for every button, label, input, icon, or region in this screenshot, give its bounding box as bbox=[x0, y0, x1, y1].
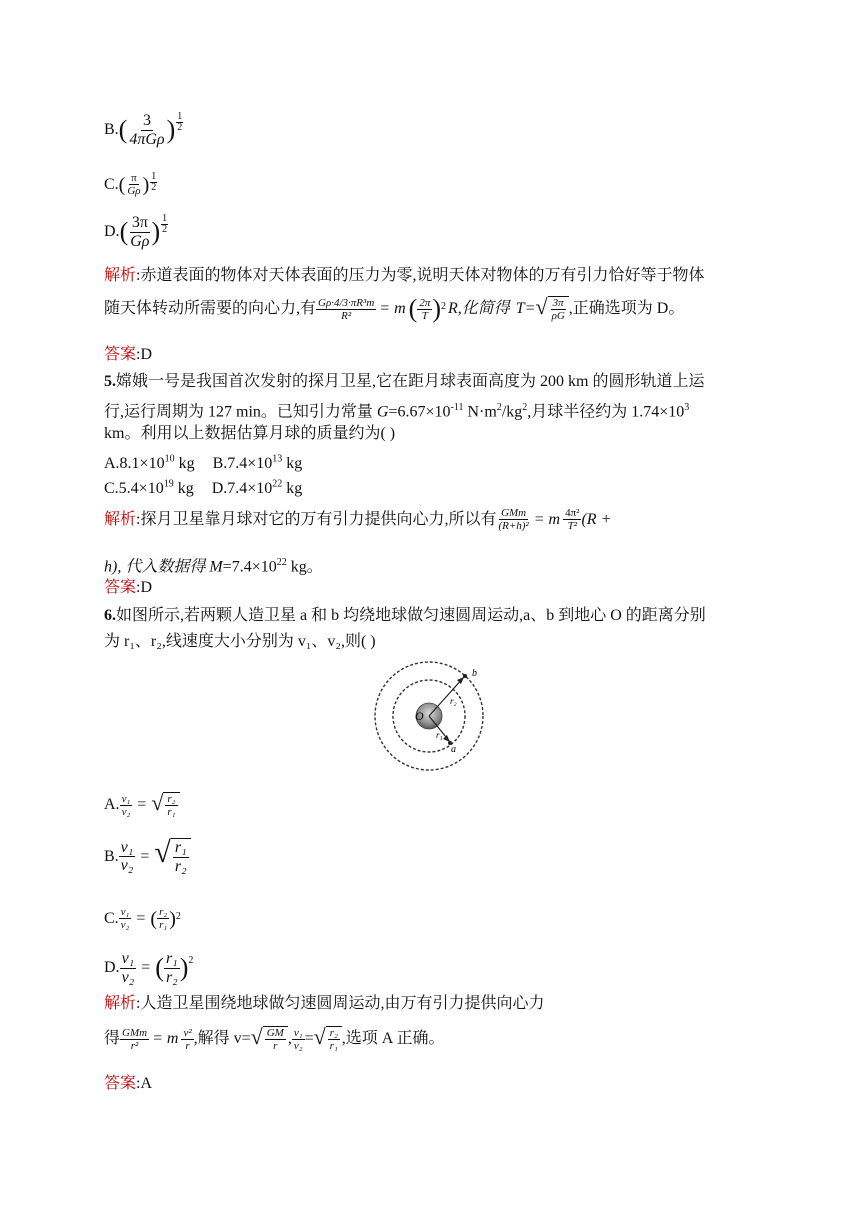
equals-sign: = bbox=[137, 796, 147, 814]
q5-stem-line1 bbox=[104, 371, 704, 393]
denominator: T² bbox=[567, 520, 577, 533]
satellite-b bbox=[463, 674, 467, 678]
equals-m: = m bbox=[379, 300, 406, 318]
rhs-fraction bbox=[164, 950, 180, 986]
denominator: r₂ bbox=[165, 968, 178, 986]
denominator: ρG bbox=[551, 310, 565, 323]
question-text: =6.67×10 bbox=[388, 403, 451, 421]
equals-sign: = bbox=[141, 959, 151, 977]
numerator: 3π bbox=[552, 297, 564, 309]
radical-sign: √ bbox=[313, 1024, 326, 1049]
question-text: 行,运行周期为 127 min。已知引力常量 bbox=[104, 403, 377, 421]
exponent: 13 bbox=[272, 454, 283, 465]
formula-rhs bbox=[181, 1027, 193, 1052]
q6-option-c bbox=[104, 906, 181, 931]
unit: kg bbox=[282, 455, 303, 473]
option-text: B.7.4×10 bbox=[212, 455, 273, 473]
denominator: v₂ bbox=[121, 805, 131, 818]
paren-open: ( bbox=[118, 173, 126, 196]
paren-open: ( bbox=[119, 217, 129, 247]
option-text: A.8.1×10 bbox=[104, 455, 165, 473]
paren-close: ) bbox=[179, 953, 189, 983]
q6-analysis-line2 bbox=[104, 1026, 444, 1052]
question-number: 5. bbox=[104, 373, 116, 390]
q6-answer bbox=[104, 1073, 152, 1095]
paren-close: ) bbox=[166, 115, 176, 145]
analysis-text: (R + bbox=[581, 510, 612, 528]
q6-stem-line2 bbox=[104, 631, 376, 653]
denominator: r bbox=[273, 1040, 278, 1053]
answer-tag: 答案 bbox=[104, 1075, 137, 1092]
exp-denominator: 2 bbox=[177, 122, 183, 133]
option-label: C. bbox=[104, 175, 119, 193]
analysis-text: :赤道表面的物体对天体表面的压力为零,说明天体对物体的万有引力恰好等于物体 bbox=[136, 267, 705, 284]
radical-sign: √ bbox=[535, 294, 548, 319]
q5-options-row2 bbox=[104, 474, 302, 500]
denominator: Gρ bbox=[130, 232, 150, 250]
option-label: C. bbox=[104, 909, 119, 927]
numerator: r₂ bbox=[329, 1027, 338, 1039]
denominator: Gρ bbox=[127, 185, 141, 198]
equals-m: = m bbox=[152, 1030, 179, 1048]
exponent: 22 bbox=[276, 557, 287, 568]
numerator: 4π² bbox=[565, 507, 580, 519]
q5-stem-line3 bbox=[104, 423, 395, 445]
analysis-text: 随天体转动所需要的向心力,有 bbox=[104, 300, 317, 318]
numerator: v₁ bbox=[121, 950, 135, 967]
question-text: 嫦娥一号是我国首次发射的探月卫星,它在距月球表面高度为 200 km 的圆形轨道上运 bbox=[116, 373, 705, 390]
sqrt bbox=[154, 838, 190, 875]
rhs-fraction bbox=[165, 793, 177, 818]
radical-sign: √ bbox=[151, 790, 164, 815]
paren-close: ) bbox=[142, 173, 150, 196]
exponent: -11 bbox=[450, 402, 464, 413]
denominator: v₂ bbox=[120, 919, 130, 932]
punctuation: , bbox=[287, 1030, 292, 1048]
answer-tag: 答案 bbox=[104, 346, 137, 363]
numerator: GM bbox=[266, 1027, 284, 1039]
t-expression: T= bbox=[515, 300, 536, 318]
q4-analysis-line2 bbox=[104, 296, 684, 322]
exp-numerator: 1 bbox=[162, 213, 168, 224]
paren-close: ) bbox=[169, 907, 176, 930]
exp-denominator: 2 bbox=[151, 182, 157, 193]
exp-denominator: 2 bbox=[162, 224, 168, 235]
q5-option-c bbox=[104, 480, 194, 497]
label-r1: r₁ bbox=[436, 730, 443, 740]
center-label: O bbox=[415, 709, 424, 723]
analysis-text: R,化简得 bbox=[448, 300, 510, 318]
denominator: v₂ bbox=[293, 1039, 303, 1052]
exponent bbox=[176, 112, 183, 133]
formula-rhs bbox=[563, 507, 581, 532]
option-label: D. bbox=[104, 959, 120, 977]
numerator: π bbox=[131, 172, 137, 184]
paren-open: ( bbox=[118, 115, 128, 145]
question-text: N·m bbox=[463, 403, 497, 421]
exp-numerator: 1 bbox=[177, 111, 183, 122]
denominator: 4πGρ bbox=[129, 130, 165, 148]
exponent: 3 bbox=[684, 402, 690, 413]
exponent: 2 bbox=[188, 955, 194, 966]
analysis-text: =7.4×10 bbox=[222, 558, 277, 576]
denominator: r₁ bbox=[329, 1040, 338, 1053]
analysis-text: kg。 bbox=[286, 558, 323, 576]
answer-value: :D bbox=[136, 579, 153, 596]
analysis-text: 得 bbox=[104, 1030, 121, 1048]
denominator: r bbox=[185, 1039, 190, 1052]
question-text: km。利用以上数据估算月球的质量约为( ) bbox=[104, 425, 396, 442]
answer-value: :D bbox=[136, 346, 153, 363]
q4-analysis-line1 bbox=[104, 265, 704, 287]
fraction bbox=[550, 297, 567, 322]
analysis-tag: 解析 bbox=[104, 510, 137, 528]
analysis-tag: 解析 bbox=[104, 995, 137, 1012]
radius-r2-line bbox=[429, 677, 464, 716]
denominator: R² bbox=[341, 309, 352, 322]
exponent: 10 bbox=[164, 454, 175, 465]
paren-open: ( bbox=[408, 294, 418, 324]
numerator: r₁ bbox=[165, 950, 178, 967]
option-label: D. bbox=[104, 223, 120, 241]
orbit-diagram bbox=[372, 660, 488, 776]
formula-paren-frac bbox=[417, 297, 432, 322]
lhs-fraction bbox=[120, 793, 133, 818]
question-text: ,月球半径约为 1.74×10 bbox=[527, 403, 685, 421]
label-r2: r₂ bbox=[450, 696, 457, 706]
denominator: (R+h)² bbox=[498, 520, 529, 533]
numerator: v₁ bbox=[120, 838, 134, 856]
q5-option-d bbox=[212, 480, 303, 497]
numerator: v² bbox=[183, 1026, 192, 1039]
numerator: r₂ bbox=[167, 793, 176, 805]
numerator: GMm bbox=[122, 1026, 148, 1039]
q4-option-b bbox=[104, 112, 183, 148]
analysis-text: ,选项 A 正确。 bbox=[341, 1030, 445, 1048]
fraction bbox=[127, 112, 166, 148]
fraction bbox=[125, 172, 142, 197]
lhs-fraction bbox=[120, 950, 137, 986]
symbol: M bbox=[209, 558, 223, 576]
analysis-text: h), 代入数据得 bbox=[104, 558, 210, 576]
analysis-text: ,解得 v= bbox=[193, 1030, 251, 1048]
sqrt bbox=[314, 1026, 342, 1052]
numerator: 3 bbox=[142, 112, 151, 129]
option-label: B. bbox=[104, 121, 119, 139]
exponent: 2 bbox=[175, 911, 181, 922]
equals-sign: = bbox=[140, 847, 150, 865]
equals-sign: = bbox=[136, 909, 146, 927]
unit: kg bbox=[174, 455, 195, 473]
denominator: r² bbox=[130, 1039, 139, 1052]
q5-analysis-line2 bbox=[104, 552, 323, 578]
q4-option-d bbox=[104, 214, 168, 250]
formula-lhs bbox=[120, 1027, 149, 1052]
question-text: /kg bbox=[501, 403, 523, 421]
option-text: C.5.4×10 bbox=[104, 480, 164, 498]
numerator: v₁ bbox=[120, 906, 130, 918]
exponent: 2 bbox=[441, 301, 446, 312]
paren-open: ( bbox=[155, 953, 164, 983]
formula-lhs bbox=[496, 507, 530, 532]
denominator: r₁ bbox=[167, 806, 176, 819]
lhs-fraction bbox=[119, 906, 132, 931]
question-number: 6. bbox=[104, 607, 116, 624]
numerator: v₁ bbox=[121, 792, 131, 805]
q5-answer bbox=[104, 577, 152, 599]
numerator: 3π bbox=[131, 214, 148, 231]
denominator: r₂ bbox=[174, 857, 187, 875]
q5-option-b bbox=[213, 455, 303, 472]
lhs-fraction bbox=[119, 839, 136, 875]
q5-options-row1 bbox=[104, 449, 302, 475]
label-a: a bbox=[451, 744, 456, 755]
numerator: r₁ bbox=[174, 839, 187, 856]
denominator: T bbox=[421, 309, 428, 322]
unit: kg bbox=[282, 480, 303, 498]
question-text: 为 r₁、r₂,线速度大小分别为 v₁、v₂,则( ) bbox=[104, 633, 376, 650]
arrowhead-a bbox=[443, 735, 450, 742]
symbol: G bbox=[376, 403, 389, 421]
denominator: v₂ bbox=[120, 857, 134, 875]
option-label: A. bbox=[104, 796, 120, 814]
radical-sign: √ bbox=[250, 1024, 263, 1049]
rhs-fraction bbox=[173, 839, 189, 875]
option-label: B. bbox=[104, 847, 119, 865]
q6-option-a bbox=[104, 792, 180, 818]
exponent: 22 bbox=[272, 479, 283, 490]
paren-open: ( bbox=[150, 907, 158, 930]
exponent bbox=[150, 172, 157, 193]
fraction bbox=[128, 214, 151, 250]
q6-option-b bbox=[104, 838, 191, 875]
q6-option-d bbox=[104, 950, 193, 986]
sqrt bbox=[151, 792, 179, 818]
rhs-fraction bbox=[157, 906, 169, 931]
exp-numerator: 1 bbox=[151, 171, 157, 182]
analysis-text: ,正确选项为 D。 bbox=[568, 300, 685, 318]
fraction bbox=[328, 1027, 340, 1052]
q5-option-a bbox=[104, 455, 195, 472]
answer-tag: 答案 bbox=[104, 579, 137, 596]
answer-value: :A bbox=[136, 1075, 153, 1092]
equals-m: = m bbox=[533, 510, 561, 528]
sqrt bbox=[251, 1026, 288, 1052]
numerator: v₁ bbox=[293, 1026, 303, 1039]
q4-answer bbox=[104, 344, 152, 366]
equals-sign: = bbox=[304, 1030, 314, 1048]
numerator: r₂ bbox=[159, 906, 168, 918]
analysis-tag: 解析 bbox=[104, 267, 137, 284]
ratio-fraction bbox=[292, 1027, 305, 1052]
numerator: 2π bbox=[419, 296, 431, 309]
analysis-text: :探月卫星靠月球对它的万有引力提供向心力,所以有 bbox=[136, 510, 497, 528]
fraction bbox=[265, 1027, 286, 1052]
paren-close: ) bbox=[151, 217, 161, 247]
exponent: 19 bbox=[163, 479, 174, 490]
q5-analysis-line1 bbox=[104, 507, 611, 532]
q4-option-c bbox=[104, 172, 157, 197]
radical-sign: √ bbox=[154, 836, 171, 869]
q6-analysis-line1 bbox=[104, 993, 544, 1015]
label-b: b bbox=[472, 668, 477, 679]
unit: kg bbox=[173, 480, 194, 498]
paren-close: ) bbox=[432, 294, 441, 324]
q5-stem-line2 bbox=[104, 397, 689, 423]
sqrt bbox=[535, 296, 568, 322]
analysis-text: :人造卫星围绕地球做匀速圆周运动,由万有引力提供向心力 bbox=[136, 995, 545, 1012]
exponent: 2 bbox=[522, 402, 528, 413]
numerator: GMm bbox=[501, 507, 527, 519]
denominator: r₁ bbox=[159, 919, 168, 932]
formula-lhs bbox=[316, 297, 376, 322]
denominator: v₂ bbox=[121, 968, 135, 986]
option-text: D.7.4×10 bbox=[211, 480, 273, 498]
exponent: 2 bbox=[496, 402, 502, 413]
numerator: Gρ·4/3·πR³m bbox=[318, 296, 375, 309]
exponent bbox=[161, 214, 168, 235]
q6-stem-line1 bbox=[104, 605, 706, 627]
question-text: 如图所示,若两颗人造卫星 a 和 b 均绕地球做匀速圆周运动,a、b 到地心 O 的距离分别 bbox=[116, 607, 706, 624]
